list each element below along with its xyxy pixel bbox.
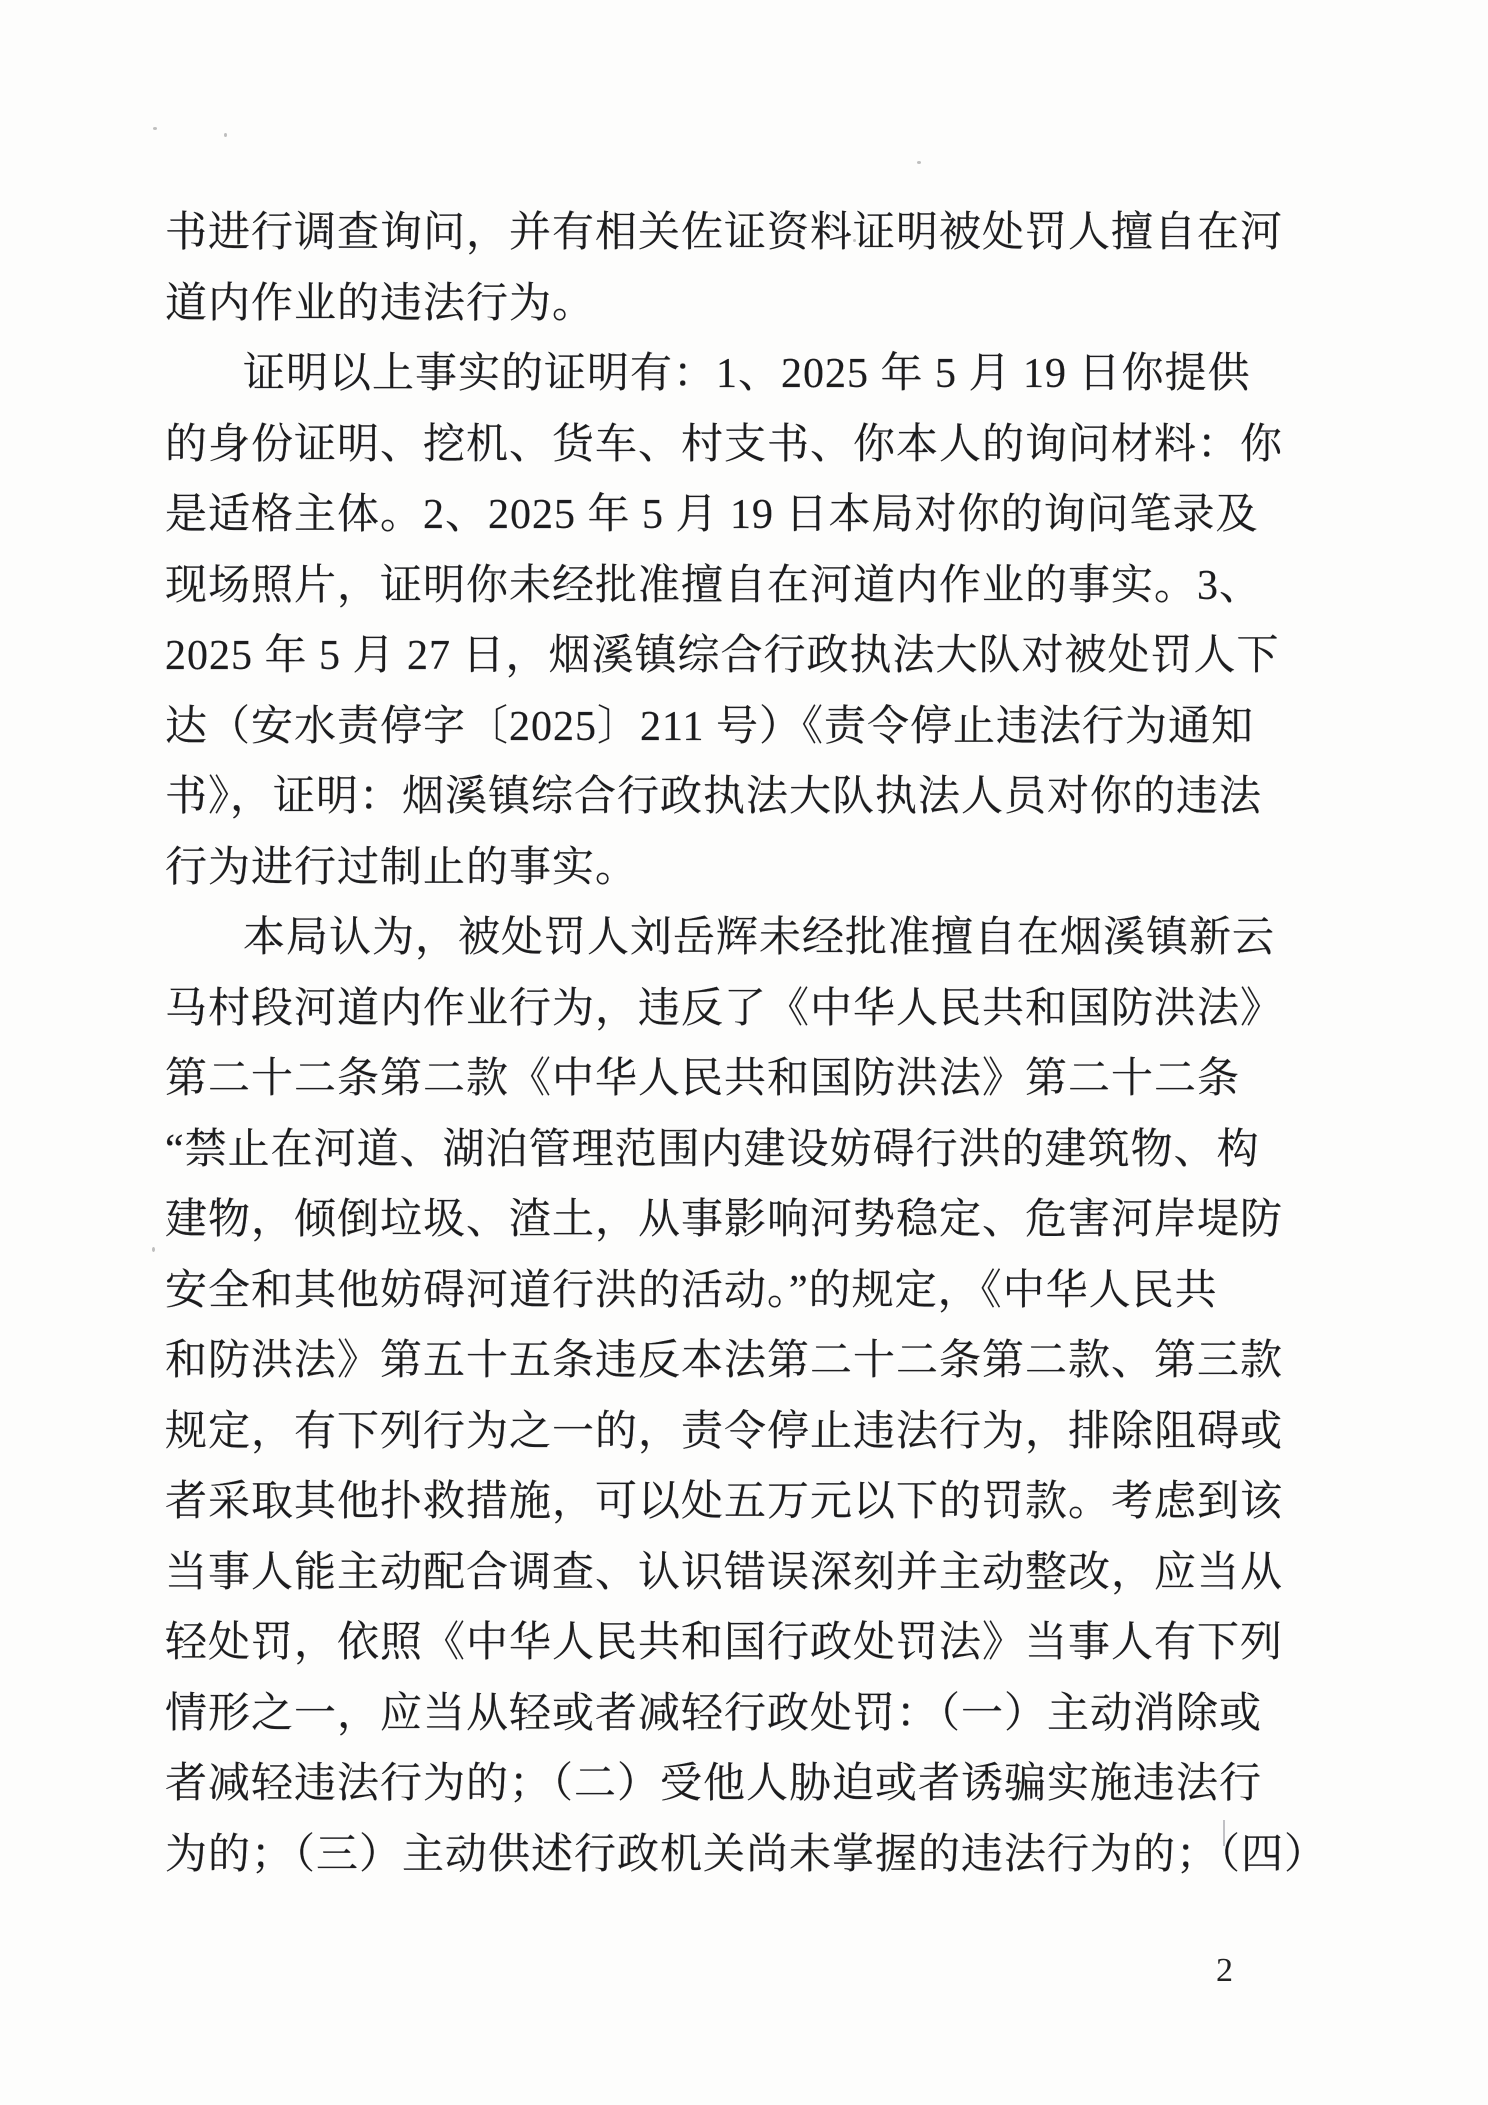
- text-line: 道内作业的违法行为。: [165, 280, 596, 327]
- text-line: 规定，有下列行为之一的，责令停止违法行为，排除阻碍或: [165, 1408, 1284, 1455]
- scan-speckle: [153, 127, 157, 130]
- text-line: 本局认为，被处罚人刘岳辉未经批准擅自在烟溪镇新云: [243, 915, 1276, 961]
- text-line: 第二十二条第二款《中华人民共和国防洪法》第二十二条: [165, 1056, 1241, 1102]
- text-line: 证明以上事实的证明有：1、2025 年 5 月 19 日你提供: [243, 351, 1251, 397]
- text-line: “禁止在河道、湖泊管理范围内建设妨碍行洪的建筑物、构: [165, 1126, 1260, 1173]
- text-line: 轻处罚，依照《中华人民共和国行政处罚法》当事人有下列: [165, 1620, 1284, 1666]
- document-text: [165, 198, 1333, 1890]
- text-line: 是适格主体。2、2025 年 5 月 19 日本局对你的询问笔录及: [165, 492, 1259, 538]
- text-line: 建物，倾倒垃圾、渣土，从事影响河势稳定、危害河岸堤防: [165, 1197, 1284, 1243]
- text-line: 马村段河道内作业行为，违反了《中华人民共和国防洪法》: [165, 985, 1284, 1032]
- text-line: 者采取其他扑救措施，可以处五万元以下的罚款。考虑到该: [165, 1479, 1284, 1525]
- scan-speckle: [152, 1247, 155, 1252]
- text-line: 为的；（三）主动供述行政机关尚未掌握的违法行为的；（四）: [165, 1831, 1328, 1878]
- text-line: 书》，证明：烟溪镇综合行政执法大队执法人员对你的违法: [165, 774, 1263, 820]
- text-line: 现场照片，证明你未经批准擅自在河道内作业的事实。3、: [165, 562, 1263, 609]
- text-line: 的身份证明、挖机、货车、村支书、你本人的询问材料：你: [165, 421, 1284, 468]
- text-line: 达（安水责停字〔2025〕211 号）《责令停止违法行为通知: [165, 703, 1254, 750]
- text-line: 情形之一，应当从轻或者减轻行政处罚：（一）主动消除或: [165, 1690, 1263, 1737]
- text-line: 者减轻违法行为的；（二）受他人胁迫或者诱骗实施违法行: [165, 1761, 1263, 1807]
- text-line: 2025 年 5 月 27 日，烟溪镇综合行政执法大队对被处罚人下: [165, 633, 1280, 679]
- text-line: 和防洪法》第五十五条违反本法第二十二条第二款、第三款: [165, 1338, 1284, 1384]
- text-line: 行为进行过制止的事实。: [165, 844, 639, 891]
- text-line: 书进行调查询问，并有相关佐证资料证明被处罚人擅自在河: [165, 210, 1284, 256]
- scan-speckle: [224, 133, 227, 137]
- page-number: 2: [1216, 1952, 1233, 1989]
- text-line: 当事人能主动配合调查、认识错误深刻并主动整改，应当从: [165, 1549, 1284, 1596]
- text-line: 安全和其他妨碍河道行洪的活动。”的规定，《中华人民共: [165, 1267, 1218, 1314]
- scan-speckle: [917, 161, 921, 164]
